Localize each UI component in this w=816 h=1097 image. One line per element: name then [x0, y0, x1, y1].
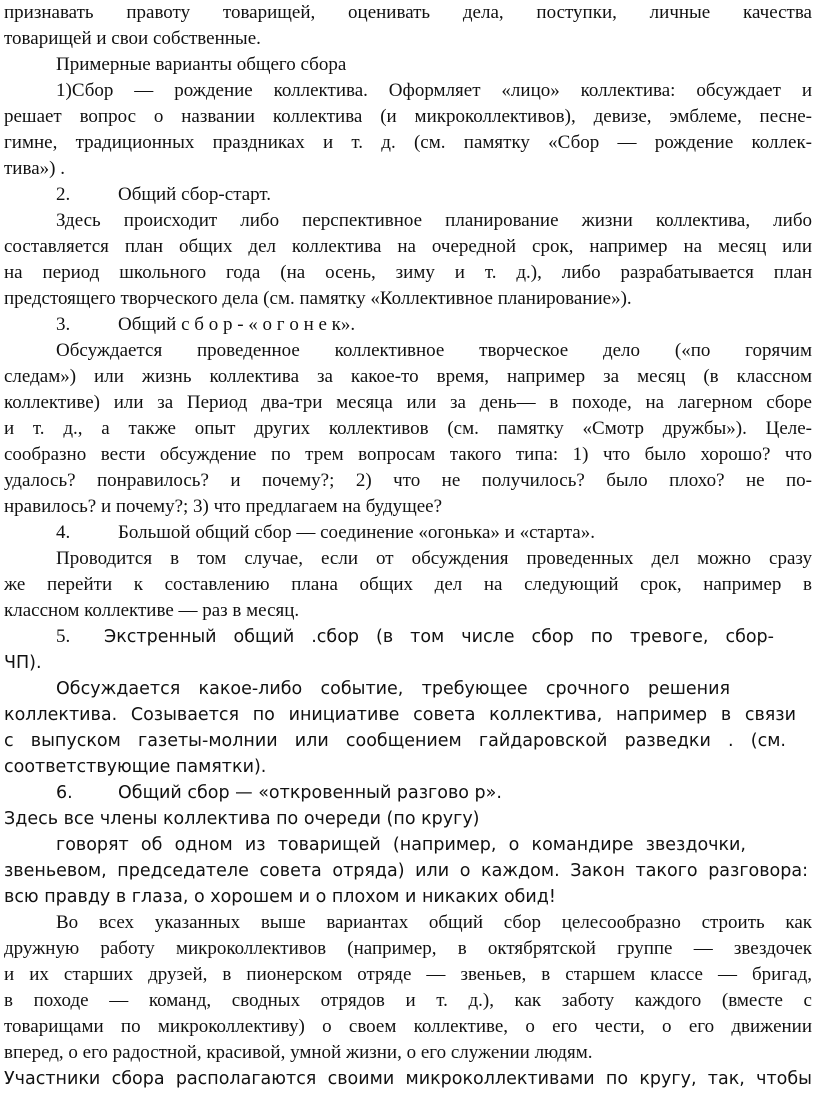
text-line: Здесь все члены коллектива по очереди (по кругу) — [4, 809, 480, 829]
item-number: 3. — [56, 314, 71, 335]
text-line: Обсуждается проведенное коллективное творческое дело («по горячим — [56, 340, 812, 361]
text-line: решает вопрос о названии коллектива (и микроколлективов), девизе, эмблеме, песне- — [4, 106, 812, 127]
item-number: 6. — [56, 783, 73, 803]
item-number: 4. — [56, 522, 71, 543]
text-line: классном коллективе — раз в месяц. — [4, 600, 300, 621]
text-line: Участники сбора располагаются своими микроколлективами по кругу, так, чтобы — [4, 1069, 812, 1089]
text-line: же перейти к составлению плана общих дел на следующий срок, например в — [4, 574, 812, 595]
text-line: нравилось? и почему?; 3) что предлагаем на будущее? — [4, 496, 443, 517]
text-line: вперед, о его радостной, красивой, умной жизни, о его служении людям. — [4, 1042, 593, 1063]
item-title: Экстренный общий .сбор (в том числе сбор по тревоге, сбор- — [104, 627, 774, 647]
text-line: соответствующие памятки). — [4, 757, 267, 777]
text-line: и т. д., а также опыт других коллективов (см. памятку «Смотр дружбы»). Целе- — [4, 418, 812, 439]
item-number: 5. — [56, 626, 71, 647]
text-line: Во всех указанных выше вариантах общий сбор целесообразно строить как — [56, 912, 812, 933]
text-line: на период школьного года (на осень, зиму и т. д.), либо разрабатывается план — [4, 262, 812, 283]
item-number: 2. — [56, 184, 71, 205]
text-line: предстоящего творческого дела (см. памятку «Коллективное планирование»). — [4, 288, 632, 309]
text-line: говорят об одном из товарищей (например, о командире звездочки, — [56, 835, 746, 855]
text-line: признавать правоту товарищей, оценивать дела, поступки, личные качества — [4, 2, 812, 23]
text-line: гимне, традиционных праздниках и т. д. (см. памятку «Сбор — рождение коллек- — [4, 132, 812, 153]
text-line: сообразно вести обсуждение по трем вопросам такого типа: 1) что было хорошо? что — [4, 444, 812, 465]
text-line: звеньевом, председателе совета отряда) или о каждом. Закон такого разговора: — [4, 861, 808, 881]
text-line: товарищей и свои собственные. — [4, 28, 261, 49]
text-line: коллектива. Созывается по инициативе совета коллектива, например в связи — [4, 705, 796, 725]
text-line: всю правду в глаза, о хорошем и о плохом и никаких обид! — [4, 887, 556, 907]
text-line: и их старших друзей, в пионерском отряде — звеньев, в старшем классе — бригад, — [4, 964, 812, 985]
text-line: с выпуском газеты-молнии или сообщением гайдаровской разведки . (см. — [4, 731, 786, 751]
text-line: составляется план общих дел коллектива на очередной срок, например на месяц или — [4, 236, 812, 257]
text-line: следам») или жизнь коллектива за какое-то время, например за месяц (в классном — [4, 366, 812, 387]
text-line: 1)Сбор — рождение коллектива. Оформляет «лицо» коллектива: обсуждает и — [56, 80, 812, 101]
text-line: товарищами по микроколлективу) о своем коллективе, о его чести, о его движении — [4, 1016, 812, 1037]
item-title: Общий с б о р - « о г о н е к». — [118, 314, 356, 335]
text-line: удалось? понравилось? и почему?; 2) что не получилось? было плохо? не по- — [4, 470, 812, 491]
text-line: Обсуждается какое-либо событие, требующее срочного решения — [56, 679, 730, 699]
text-line: коллективе) или за Период два-три месяца или за день— в походе, на лагерном сборе — [4, 392, 812, 413]
text-line: в походе — команд, сводных отрядов и т. д.), как заботу каждого (вместе с — [4, 990, 812, 1011]
item-title: Общий сбор — «откровенный разгово р». — [118, 783, 502, 803]
item-title: Большой общий сбор — соединение «огонька» и «старта». — [118, 522, 595, 543]
text-line: Здесь происходит либо перспективное планирование жизни коллектива, либо — [56, 210, 812, 231]
section-heading: Примерные варианты общего сбора — [56, 54, 347, 75]
text-line: Проводится в том случае, если от обсуждения проведенных дел можно сразу — [56, 548, 812, 569]
item-title: Общий сбор-старт. — [118, 184, 272, 205]
text-line: ЧП). — [4, 653, 42, 673]
text-line: тива») . — [4, 158, 65, 179]
text-line: дружную работу микроколлективов (например, в октябрятской группе — звездочек — [4, 938, 812, 959]
